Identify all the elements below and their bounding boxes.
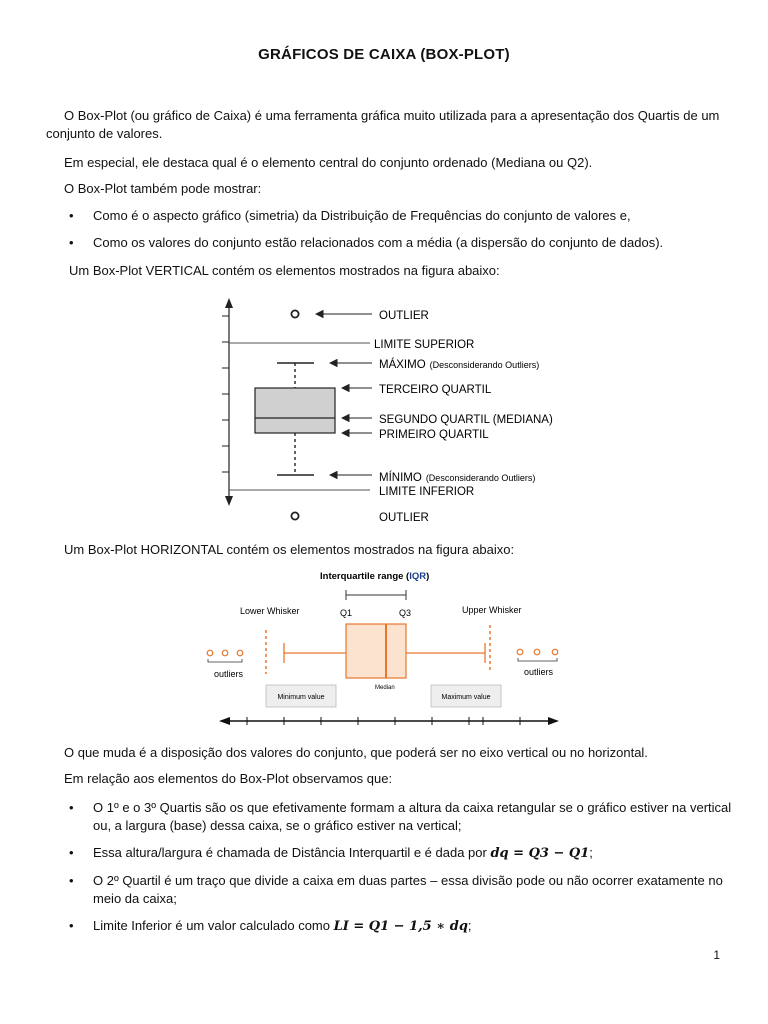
bullet-text: Como é o aspecto gráfico (simetria) da Distribuição de Frequências do conjunto de valores e, — [93, 208, 631, 223]
iqr-formula: dq = Q3 − Q1 — [490, 846, 590, 861]
outlier-marker — [222, 650, 228, 656]
change-paragraph: O que muda é a disposição dos valores do conjunto, que poderá ser no eixo vertical ou no horizontal. — [64, 745, 648, 760]
bullet-text: Essa altura/largura é chamada de Distância Interquartil e é dada por — [93, 845, 491, 860]
min-label-note: (Desconsiderando Outliers) — [425, 473, 536, 483]
q3-label: Q3 — [399, 608, 412, 618]
page-number: 1 — [713, 948, 720, 962]
max-label-note: (Desconsiderando Outliers) — [429, 360, 540, 370]
vertical-intro: Um Box-Plot VERTICAL contém os elementos mostrados na figura abaixo: — [69, 263, 500, 278]
vertical-boxplot-figure — [0, 290, 768, 530]
quartile-box — [346, 624, 406, 678]
outlier-marker — [534, 649, 540, 655]
bullet-text: Limite Inferior é um valor calculado como — [93, 918, 334, 933]
min-label — [379, 471, 535, 484]
bullet-symbol: • — [69, 235, 74, 250]
axis-arrow-down-icon — [225, 496, 233, 506]
outlier-bottom-marker — [291, 512, 298, 519]
outliers-left-label: outliers — [214, 669, 244, 679]
outlier-bottom-label: OUTLIER — [379, 512, 429, 524]
outlier-marker — [207, 650, 213, 656]
third-quartile-label: TERCEIRO QUARTIL — [379, 384, 492, 396]
bullet-text-line-2: meio da caixa; — [93, 891, 177, 906]
lower-whisker-label: Lower Whisker — [240, 606, 300, 616]
axis-arrow-left-icon — [219, 717, 230, 725]
q1-label: Q1 — [340, 608, 353, 618]
outlier-top-marker — [291, 310, 298, 317]
bullet-text-line-1: O 1º e o 3º Quartis são os que efetivamente formam a altura da caixa retangular se o gráfico estiver na vertical — [93, 800, 732, 815]
upper-limit-label: LIMITE SUPERIOR — [374, 339, 475, 351]
bullet-symbol: • — [69, 873, 74, 888]
bullet-symbol: • — [69, 918, 74, 933]
outlier-marker — [552, 649, 558, 655]
bullet-symbol: • — [69, 800, 74, 815]
outlier-marker — [237, 650, 243, 656]
iqr-label-close: ) — [426, 571, 430, 582]
show-paragraph: O Box-Plot também pode mostrar: — [64, 181, 262, 196]
bullet-end: ; — [589, 845, 593, 860]
min-value-label: Minimum value — [277, 694, 325, 701]
outlier-top-label: OUTLIER — [379, 310, 429, 322]
iqr-label-text: Interquartile range ( — [320, 571, 410, 582]
bullet-text-line-1: O 2º Quartil é um traço que divide a caixa em duas partes – essa divisão pode ou não ocorrer exatamente no — [93, 873, 723, 888]
bullet-text: Como os valores do conjunto estão relacionados com a média (a dispersão do conjunto de dados). — [93, 235, 664, 250]
lower-limit-formula: LI = Q1 − 1,5 ∗ dq — [333, 919, 468, 934]
max-value-label: Maximum value — [441, 694, 491, 701]
iqr-abbrev: IQR — [409, 571, 427, 582]
list-item — [69, 799, 732, 835]
max-label-text: MÁXIMO — [379, 359, 426, 371]
intro-paragraph-line-2: conjunto de valores. — [46, 126, 163, 141]
lower-limit-label: LIMITE INFERIOR — [379, 486, 475, 498]
median-label: Median — [375, 685, 395, 691]
axis-arrow-right-icon — [548, 717, 559, 725]
page-title: GRÁFICOS DE CAIXA (BOX-PLOT) — [258, 46, 510, 63]
list-item — [69, 234, 664, 252]
list-item — [69, 872, 723, 908]
min-label-text: MÍNIMO — [379, 472, 422, 484]
outliers-right-label: outliers — [524, 667, 554, 677]
first-quartile-label: PRIMEIRO QUARTIL — [379, 429, 489, 441]
bullet-symbol: • — [69, 208, 74, 223]
list-item — [69, 207, 631, 225]
elements-paragraph: Em relação aos elementos do Box-Plot observamos que: — [64, 771, 393, 786]
axis-arrow-up-icon — [225, 298, 233, 308]
second-quartile-label: SEGUNDO QUARTIL (MEDIANA) — [379, 414, 553, 426]
bullet-symbol: • — [69, 845, 74, 860]
horizontal-intro: Um Box-Plot HORIZONTAL contém os elementos mostrados na figura abaixo: — [64, 542, 515, 557]
median-paragraph: Em especial, ele destaca qual é o elemento central do conjunto ordenado (Mediana ou Q2). — [64, 155, 593, 170]
quartile-box — [255, 388, 335, 433]
list-item — [69, 844, 593, 863]
iqr-label — [320, 571, 429, 582]
bullet-end: ; — [467, 918, 472, 933]
max-label — [379, 358, 539, 371]
upper-whisker-label: Upper Whisker — [462, 605, 522, 615]
horizontal-boxplot-figure — [0, 566, 768, 736]
bullet-text-line-2: ou, a largura (base) dessa caixa, se o gráfico estiver na vertical; — [93, 818, 462, 833]
outlier-marker — [517, 649, 523, 655]
intro-paragraph-line-1: O Box-Plot (ou gráfico de Caixa) é uma ferramenta gráfica muito utilizada para a apresentação dos Quartis de um — [64, 108, 720, 123]
list-item — [69, 917, 472, 936]
